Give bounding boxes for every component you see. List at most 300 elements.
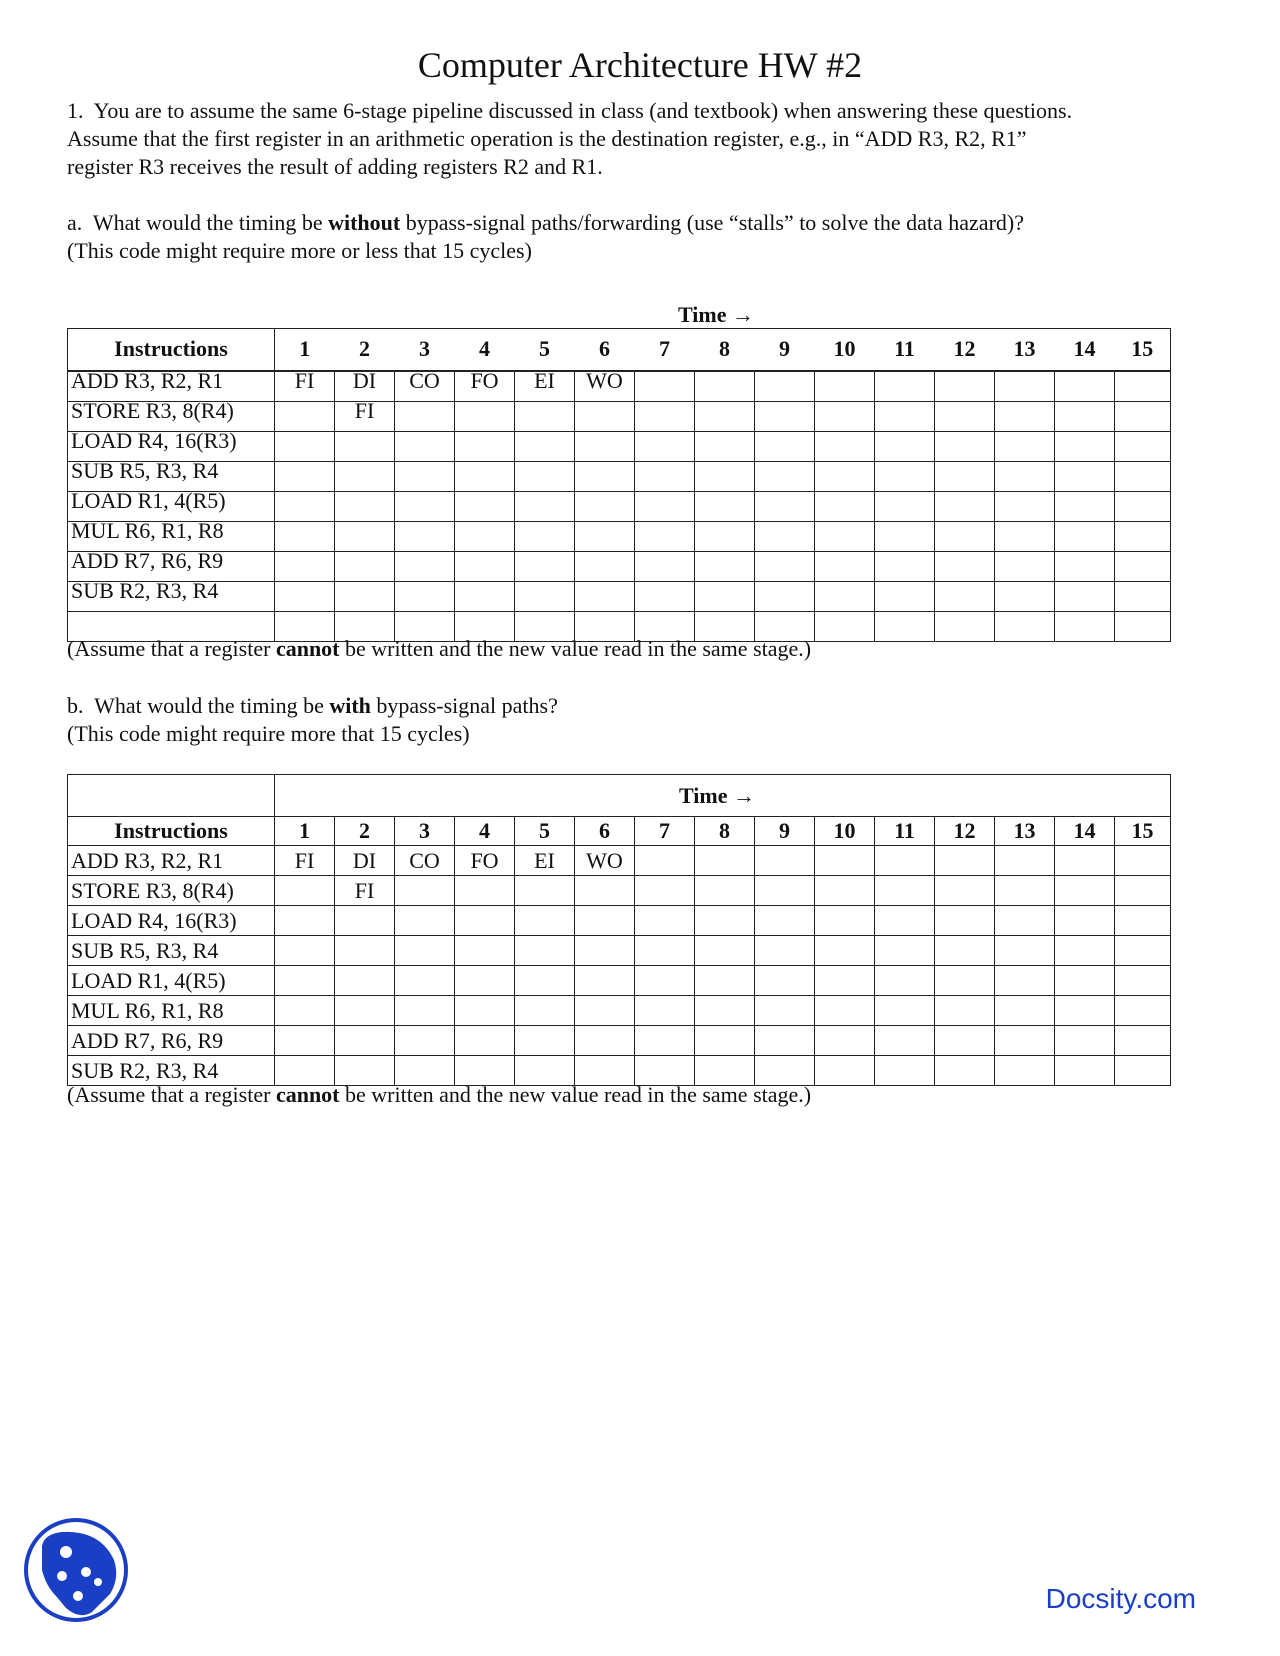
cycle-header: 5 — [515, 817, 575, 846]
stage-cell — [995, 581, 1055, 611]
stage-cell — [635, 431, 695, 461]
stage-cell — [995, 521, 1055, 551]
instruction-cell: ADD R3, R2, R1 — [68, 371, 275, 402]
stage-cell — [935, 491, 995, 521]
page-title: Computer Architecture HW #2 — [417, 45, 863, 85]
stage-cell — [455, 906, 515, 936]
stage-cell — [995, 461, 1055, 491]
stage-cell — [1055, 846, 1115, 876]
stage-cell — [755, 551, 815, 581]
stage-cell — [395, 551, 455, 581]
stage-cell — [515, 936, 575, 966]
stage-cell — [515, 401, 575, 431]
stage-cell — [515, 491, 575, 521]
cycle-header: 3 — [395, 817, 455, 846]
question-b-bold: with — [329, 693, 371, 718]
cycle-header: 5 — [515, 329, 575, 371]
stage-cell — [755, 401, 815, 431]
stage-cell — [275, 936, 335, 966]
stage-cell — [515, 581, 575, 611]
stage-cell — [635, 936, 695, 966]
header-instructions: Instructions — [68, 817, 275, 846]
stage-cell — [575, 581, 635, 611]
stage-cell — [695, 876, 755, 906]
stage-cell — [935, 371, 995, 402]
stage-cell — [455, 461, 515, 491]
stage-cell — [815, 461, 875, 491]
question-a-pre: a. What would the timing be — [67, 210, 329, 235]
stage-cell — [815, 846, 875, 876]
stage-cell — [995, 401, 1055, 431]
stage-cell — [395, 491, 455, 521]
stage-cell — [755, 996, 815, 1026]
stage-cell — [1055, 371, 1115, 402]
table-row — [68, 581, 1171, 611]
stage-cell — [815, 401, 875, 431]
stage-cell — [635, 1026, 695, 1056]
stage-cell — [395, 876, 455, 906]
stage-cell — [635, 521, 695, 551]
stage-cell — [1115, 1026, 1171, 1056]
stage-cell — [575, 906, 635, 936]
stage-cell — [935, 521, 995, 551]
stage-cell — [755, 846, 815, 876]
stage-cell — [635, 906, 695, 936]
stage-cell — [815, 521, 875, 551]
table-b-time-row — [68, 775, 1171, 817]
stage-cell — [875, 876, 935, 906]
stage-cell — [1115, 876, 1171, 906]
stage-cell: WO — [575, 371, 635, 402]
docsity-logo-icon — [22, 1516, 130, 1624]
stage-cell: CO — [395, 371, 455, 402]
stage-cell — [1115, 371, 1171, 402]
question-a-bold: without — [328, 210, 401, 235]
stage-cell — [695, 996, 755, 1026]
stage-cell — [1115, 401, 1171, 431]
assume-post: be written and the new value read in the same stage.) — [339, 1082, 812, 1107]
stage-cell — [695, 521, 755, 551]
stage-cell — [875, 966, 935, 996]
assume-bold: cannot — [275, 636, 340, 661]
stage-cell — [635, 461, 695, 491]
stage-cell — [875, 491, 935, 521]
stage-cell — [755, 431, 815, 461]
stage-cell — [395, 966, 455, 996]
stage-cell — [935, 966, 995, 996]
stage-cell — [455, 1026, 515, 1056]
stage-cell — [995, 431, 1055, 461]
stage-cell — [695, 1026, 755, 1056]
stage-cell — [815, 371, 875, 402]
question-a-note: (This code might require more or less that 15 cycles) — [67, 238, 532, 263]
header-instructions: Instructions — [68, 329, 275, 371]
cycle-header: 12 — [935, 329, 995, 371]
stage-cell — [335, 906, 395, 936]
timing-table-b — [67, 774, 1171, 1086]
table-row — [68, 371, 1171, 402]
stage-cell — [695, 581, 755, 611]
stage-cell — [875, 551, 935, 581]
stage-cell — [1115, 996, 1171, 1026]
stage-cell — [695, 401, 755, 431]
stage-cell — [275, 491, 335, 521]
stage-cell: EI — [515, 371, 575, 402]
stage-cell — [875, 846, 935, 876]
stage-cell — [815, 1056, 875, 1086]
instruction-cell: SUB R2, R3, R4 — [68, 1056, 275, 1086]
stage-cell — [1115, 611, 1171, 641]
instruction-cell: STORE R3, 8(R4) — [68, 401, 275, 431]
stage-cell — [995, 1026, 1055, 1056]
instruction-cell: SUB R2, R3, R4 — [68, 581, 275, 611]
stage-cell — [695, 936, 755, 966]
cycle-header: 10 — [815, 817, 875, 846]
stage-cell — [575, 461, 635, 491]
table-a-body — [68, 371, 1171, 642]
instruction-cell: LOAD R4, 16(R3) — [68, 906, 275, 936]
stage-cell — [275, 551, 335, 581]
instruction-cell: MUL R6, R1, R8 — [68, 996, 275, 1026]
stage-cell — [935, 876, 995, 906]
stage-cell — [515, 521, 575, 551]
stage-cell: FO — [455, 371, 515, 402]
stage-cell — [635, 491, 695, 521]
stage-cell — [635, 551, 695, 581]
stage-cell — [1055, 551, 1115, 581]
stage-cell — [575, 521, 635, 551]
stage-cell — [755, 966, 815, 996]
stage-cell — [275, 431, 335, 461]
stage-cell — [875, 521, 935, 551]
instruction-cell: SUB R5, R3, R4 — [68, 461, 275, 491]
stage-cell — [695, 906, 755, 936]
stage-cell — [1115, 431, 1171, 461]
stage-cell — [995, 966, 1055, 996]
stage-cell: FI — [275, 846, 335, 876]
stage-cell — [335, 936, 395, 966]
stage-cell — [815, 966, 875, 996]
stage-cell — [695, 371, 755, 402]
stage-cell — [575, 966, 635, 996]
stage-cell — [395, 936, 455, 966]
stage-cell — [335, 491, 395, 521]
stage-cell: WO — [575, 846, 635, 876]
stage-cell — [875, 1056, 935, 1086]
cycle-header: 9 — [755, 817, 815, 846]
brand-watermark: Docsity.com — [1045, 1583, 1196, 1614]
assume-pre: (Assume that a register — [67, 1082, 276, 1107]
stage-cell — [1115, 521, 1171, 551]
stage-cell — [935, 551, 995, 581]
stage-cell — [995, 1056, 1055, 1086]
stage-cell — [335, 996, 395, 1026]
stage-cell: CO — [395, 846, 455, 876]
cycle-header: 10 — [815, 329, 875, 371]
assume-post: be written and the new value read in the same stage.) — [339, 636, 812, 661]
cycle-header: 9 — [755, 329, 815, 371]
stage-cell — [815, 906, 875, 936]
stage-cell — [635, 966, 695, 996]
stage-cell — [875, 461, 935, 491]
cycle-header: 11 — [875, 817, 935, 846]
instruction-cell: LOAD R4, 16(R3) — [68, 431, 275, 461]
stage-cell — [275, 1026, 335, 1056]
cycle-header: 1 — [275, 329, 335, 371]
table-a-header — [68, 329, 1171, 371]
stage-cell — [695, 846, 755, 876]
instruction-cell: ADD R7, R6, R9 — [68, 1026, 275, 1056]
stage-cell — [1115, 936, 1171, 966]
stage-cell — [515, 551, 575, 581]
stage-cell — [635, 846, 695, 876]
stage-cell — [275, 906, 335, 936]
stage-cell — [515, 996, 575, 1026]
stage-cell — [935, 611, 995, 641]
cycle-header: 11 — [875, 329, 935, 371]
stage-cell — [575, 996, 635, 1026]
stage-cell — [695, 491, 755, 521]
stage-cell — [395, 431, 455, 461]
question-b — [67, 691, 558, 720]
stage-cell — [875, 581, 935, 611]
question-b-pre: b. What would the timing be — [67, 693, 330, 718]
stage-cell — [755, 371, 815, 402]
stage-cell — [875, 936, 935, 966]
stage-cell — [815, 611, 875, 641]
stage-cell — [455, 581, 515, 611]
stage-cell — [875, 371, 935, 402]
stage-cell — [995, 371, 1055, 402]
cycle-header: 7 — [635, 329, 695, 371]
stage-cell — [335, 581, 395, 611]
stage-cell — [575, 431, 635, 461]
stage-cell — [575, 491, 635, 521]
assume-note-a — [67, 634, 811, 663]
stage-cell — [815, 431, 875, 461]
table-b-corner — [68, 775, 275, 817]
cycle-header: 8 — [695, 817, 755, 846]
question-b-note: (This code might require more that 15 cycles) — [67, 721, 470, 746]
stage-cell — [635, 876, 695, 906]
stage-cell — [1055, 461, 1115, 491]
stage-cell — [1055, 1056, 1115, 1086]
stage-cell — [575, 551, 635, 581]
stage-cell — [1115, 551, 1171, 581]
stage-cell — [1115, 906, 1171, 936]
stage-cell — [1115, 581, 1171, 611]
stage-cell: DI — [335, 846, 395, 876]
stage-cell — [755, 521, 815, 551]
instruction-cell: LOAD R1, 4(R5) — [68, 491, 275, 521]
stage-cell — [815, 876, 875, 906]
stage-cell — [1055, 1026, 1115, 1056]
instruction-cell: SUB R5, R3, R4 — [68, 936, 275, 966]
stage-cell — [635, 371, 695, 402]
instruction-cell: MUL R6, R1, R8 — [68, 521, 275, 551]
time-label-a: Time → — [678, 302, 754, 327]
stage-cell — [935, 461, 995, 491]
cycle-header: 13 — [995, 329, 1055, 371]
table-row — [68, 876, 1171, 906]
stage-cell — [1055, 906, 1115, 936]
table-row — [68, 906, 1171, 936]
stage-cell — [635, 996, 695, 1026]
stage-cell — [755, 1026, 815, 1056]
stage-cell — [815, 1026, 875, 1056]
table-row — [68, 1026, 1171, 1056]
stage-cell — [335, 966, 395, 996]
question-a-post: bypass-signal paths/forwarding (use “stalls” to solve the data hazard)? — [400, 210, 1024, 235]
stage-cell — [1115, 491, 1171, 521]
stage-cell — [575, 1026, 635, 1056]
stage-cell — [455, 431, 515, 461]
cycle-header: 2 — [335, 329, 395, 371]
stage-cell — [275, 461, 335, 491]
stage-cell — [995, 611, 1055, 641]
stage-cell — [515, 431, 575, 461]
assume-bold: cannot — [275, 1082, 340, 1107]
stage-cell — [935, 996, 995, 1026]
cycle-header: 4 — [455, 817, 515, 846]
stage-cell — [815, 996, 875, 1026]
stage-cell — [1055, 401, 1115, 431]
table-row — [68, 491, 1171, 521]
stage-cell: FI — [335, 876, 395, 906]
timing-table-a — [67, 328, 1171, 642]
cycle-header: 15 — [1115, 329, 1171, 371]
stage-cell — [515, 906, 575, 936]
stage-cell — [755, 461, 815, 491]
stage-cell — [995, 846, 1055, 876]
stage-cell — [335, 431, 395, 461]
cycle-header: 4 — [455, 329, 515, 371]
stage-cell — [335, 521, 395, 551]
stage-cell — [515, 876, 575, 906]
stage-cell — [875, 996, 935, 1026]
stage-cell — [815, 551, 875, 581]
stage-cell — [695, 966, 755, 996]
stage-cell — [515, 461, 575, 491]
cycle-header: 15 — [1115, 817, 1171, 846]
stage-cell — [935, 1026, 995, 1056]
stage-cell — [335, 551, 395, 581]
stage-cell — [935, 401, 995, 431]
stage-cell — [995, 876, 1055, 906]
cycle-header: 1 — [275, 817, 335, 846]
table-row — [68, 966, 1171, 996]
stage-cell — [275, 966, 335, 996]
stage-cell — [395, 1026, 455, 1056]
stage-cell — [635, 401, 695, 431]
stage-cell — [875, 401, 935, 431]
stage-cell — [1115, 966, 1171, 996]
stage-cell — [815, 491, 875, 521]
cycle-header: 12 — [935, 817, 995, 846]
stage-cell — [275, 521, 335, 551]
stage-cell — [455, 521, 515, 551]
stage-cell — [995, 936, 1055, 966]
table-row — [68, 521, 1171, 551]
stage-cell — [1055, 936, 1115, 966]
stage-cell — [995, 996, 1055, 1026]
stage-cell — [935, 846, 995, 876]
stage-cell — [1055, 876, 1115, 906]
stage-cell: DI — [335, 371, 395, 402]
table-row — [68, 431, 1171, 461]
stage-cell — [455, 551, 515, 581]
stage-cell — [1055, 521, 1115, 551]
table-row — [68, 996, 1171, 1026]
stage-cell — [755, 936, 815, 966]
stage-cell — [455, 491, 515, 521]
stage-cell — [455, 876, 515, 906]
stage-cell — [395, 461, 455, 491]
intro-line-2: Assume that the first register in an arithmetic operation is the destination register, e.g., in “ADD R3, R2, R1” — [67, 126, 1027, 151]
stage-cell — [455, 401, 515, 431]
cycle-header: 13 — [995, 817, 1055, 846]
stage-cell — [1115, 846, 1171, 876]
instruction-cell: ADD R7, R6, R9 — [68, 551, 275, 581]
cycle-header: 2 — [335, 817, 395, 846]
table-row — [68, 551, 1171, 581]
stage-cell — [695, 551, 755, 581]
instruction-cell: STORE R3, 8(R4) — [68, 876, 275, 906]
cycle-header: 8 — [695, 329, 755, 371]
cycle-header: 6 — [575, 817, 635, 846]
stage-cell — [335, 1026, 395, 1056]
stage-cell — [1055, 491, 1115, 521]
stage-cell — [1055, 611, 1115, 641]
cycle-header: 7 — [635, 817, 695, 846]
stage-cell — [875, 906, 935, 936]
table-b-header — [68, 817, 1171, 846]
stage-cell — [395, 996, 455, 1026]
stage-cell — [995, 491, 1055, 521]
stage-cell: FI — [335, 401, 395, 431]
stage-cell — [935, 906, 995, 936]
stage-cell — [515, 1026, 575, 1056]
stage-cell — [875, 1026, 935, 1056]
question-b-post: bypass-signal paths? — [370, 693, 558, 718]
stage-cell — [635, 581, 695, 611]
stage-cell — [275, 401, 335, 431]
table-row — [68, 936, 1171, 966]
cycle-header: 14 — [1055, 329, 1115, 371]
stage-cell — [575, 936, 635, 966]
stage-cell — [755, 876, 815, 906]
stage-cell — [875, 431, 935, 461]
stage-cell — [395, 401, 455, 431]
stage-cell — [695, 461, 755, 491]
stage-cell — [1055, 996, 1115, 1026]
assume-note-b — [67, 1080, 811, 1109]
time-label-b: Time → — [275, 775, 1171, 817]
stage-cell — [1055, 431, 1115, 461]
stage-cell — [575, 401, 635, 431]
stage-cell — [575, 876, 635, 906]
stage-cell — [995, 551, 1055, 581]
cycle-header: 3 — [395, 329, 455, 371]
stage-cell — [875, 611, 935, 641]
stage-cell — [695, 431, 755, 461]
stage-cell — [935, 431, 995, 461]
stage-cell — [275, 581, 335, 611]
stage-cell — [1055, 966, 1115, 996]
stage-cell — [1115, 1056, 1171, 1086]
stage-cell — [815, 936, 875, 966]
instruction-cell: LOAD R1, 4(R5) — [68, 966, 275, 996]
